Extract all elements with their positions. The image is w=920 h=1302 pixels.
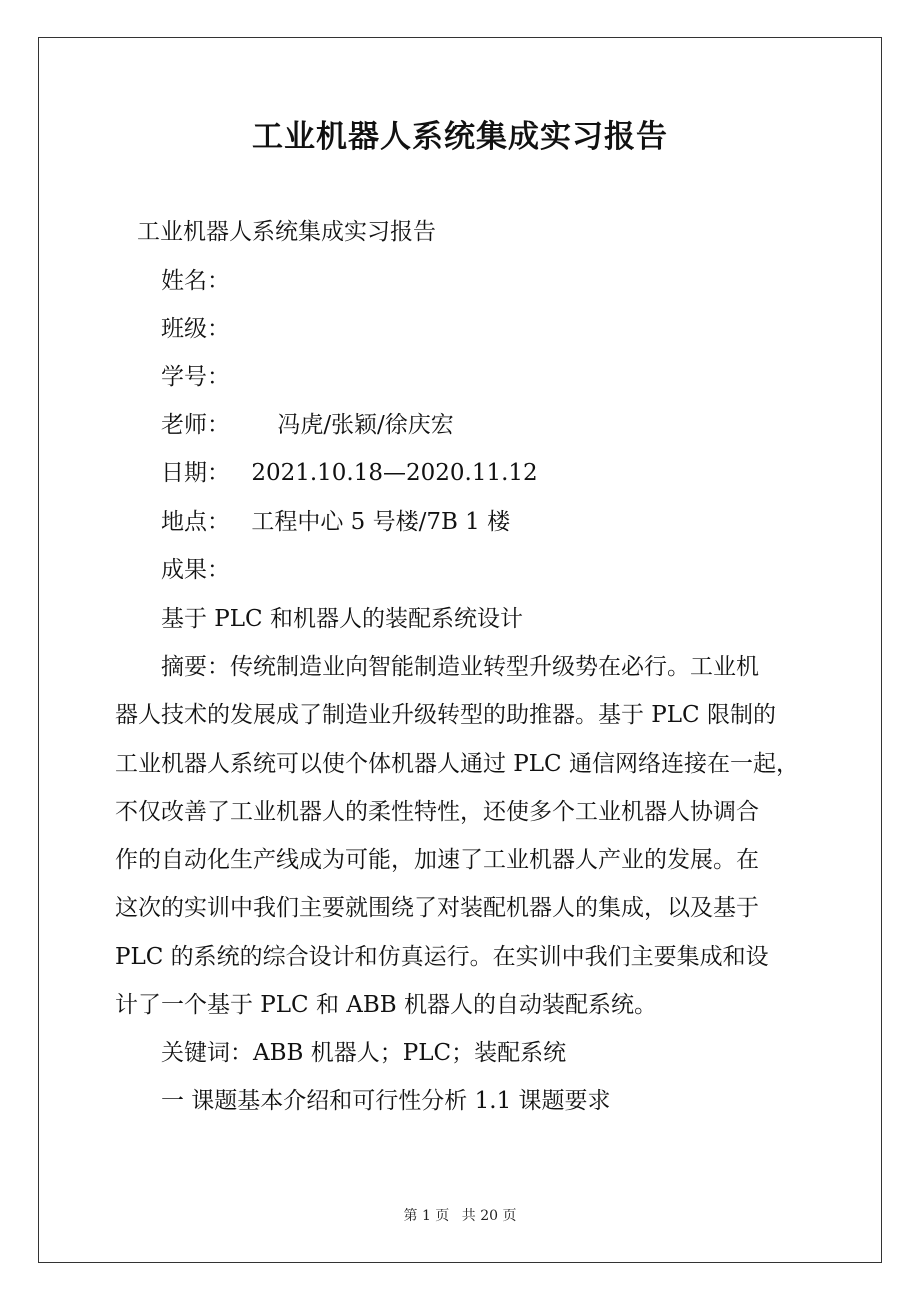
date-label: 日期： xyxy=(161,460,230,486)
abstract-line: 器人技术的发展成了制造业升级转型的助推器。基于 PLC 限制的 xyxy=(115,702,776,728)
document-title: 工业机器人系统集成实习报告 xyxy=(252,119,668,155)
result-label: 成果： xyxy=(161,557,230,583)
class-label: 班级： xyxy=(161,316,230,342)
page-number: 第 1 页 xyxy=(403,1208,450,1224)
name-field xyxy=(161,266,230,296)
abstract-line: PLC 的系统的综合设计和仿真运行。在实训中我们主要集成和设 xyxy=(115,944,769,970)
place-field xyxy=(161,507,510,537)
abstract-line: 工业机器人系统可以使个体机器人通过 PLC 通信网络连接在一起， xyxy=(115,751,799,777)
place-value: 工程中心 5 号楼/7B 1 楼 xyxy=(251,509,511,535)
report-subtitle: 工业机器人系统集成实习报告 xyxy=(137,219,436,245)
teacher-label: 老师： xyxy=(161,412,230,438)
section-heading: 一 课题基本介绍和可行性分析 1.1 课题要求 xyxy=(161,1088,611,1114)
class-field xyxy=(161,314,230,344)
student-id-field xyxy=(161,362,230,392)
abstract-line: 计了一个基于 PLC 和 ABB 机器人的自动装配系统。 xyxy=(115,992,658,1018)
project-title: 基于 PLC 和机器人的装配系统设计 xyxy=(161,606,523,632)
student-id-label: 学号： xyxy=(161,364,230,390)
abstract-line: 这次的实训中我们主要就围绕了对装配机器人的集成，以及基于 xyxy=(115,895,759,921)
teacher-field xyxy=(161,410,454,440)
result-field xyxy=(161,555,230,585)
name-label: 姓名： xyxy=(161,268,230,294)
page-total: 共 20 页 xyxy=(461,1208,517,1224)
place-label: 地点： xyxy=(161,509,230,535)
date-value: 2021.10.18—2020.11.12 xyxy=(251,460,538,486)
page-footer xyxy=(0,1206,920,1226)
keywords-line: 关键词：ABB 机器人；PLC；装配系统 xyxy=(161,1040,567,1066)
abstract-line: 摘要：传统制造业向智能制造业转型升级势在必行。工业机 xyxy=(161,654,759,680)
teacher-value: 冯虎/张颖/徐庆宏 xyxy=(277,412,454,438)
abstract-line: 不仅改善了工业机器人的柔性特性，还使多个工业机器人协调合 xyxy=(115,799,759,825)
date-field xyxy=(161,458,538,488)
abstract-line: 作的自动化生产线成为可能，加速了工业机器人产业的发展。在 xyxy=(115,847,759,873)
